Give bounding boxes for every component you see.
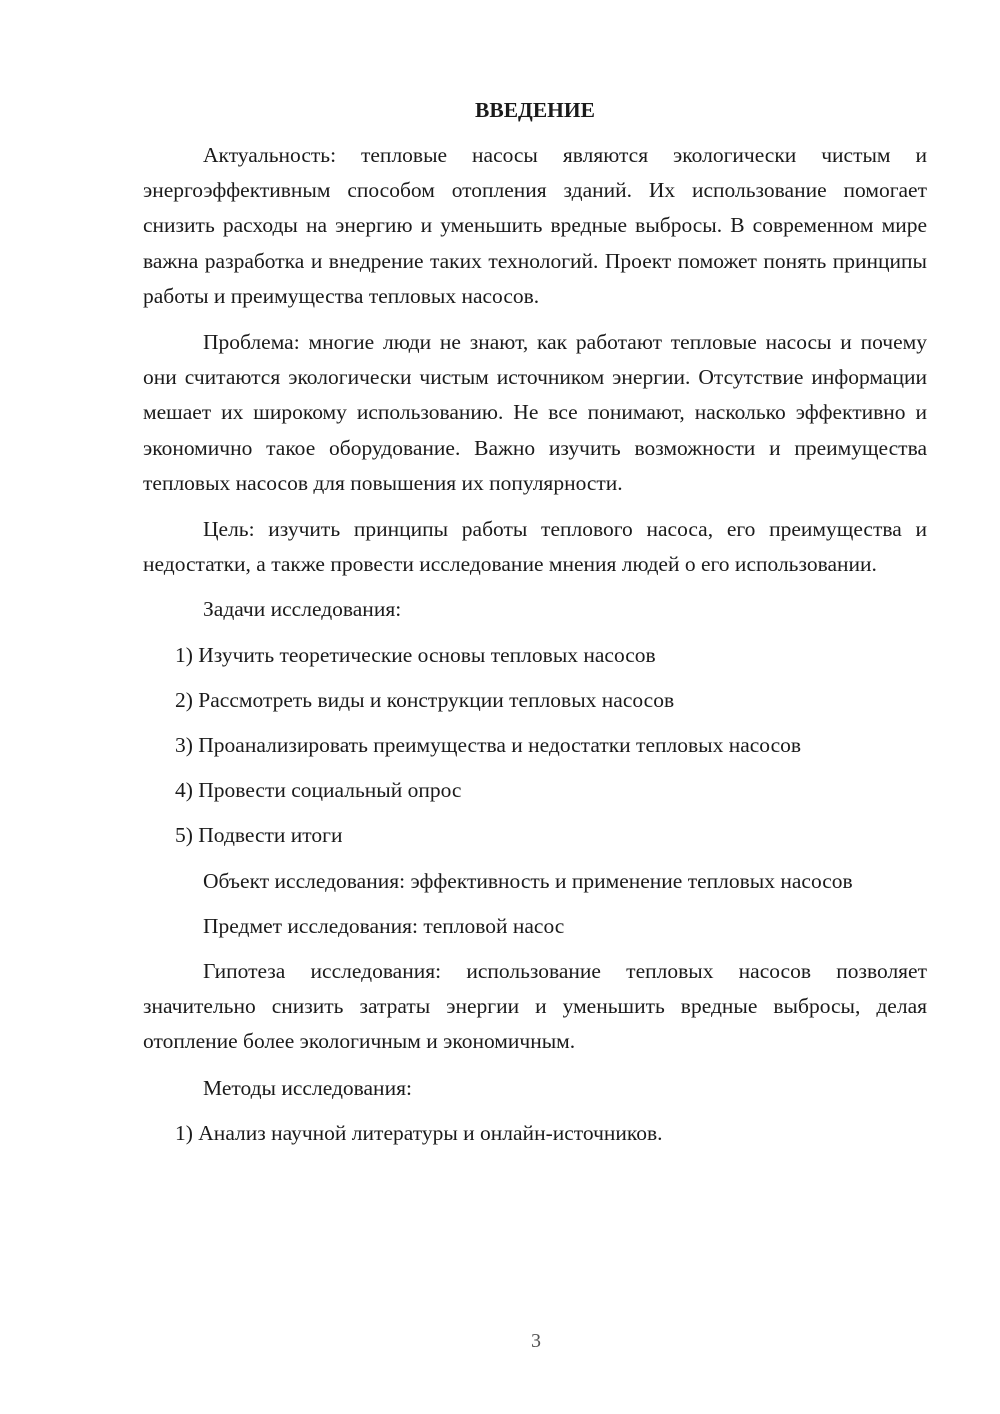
object-paragraph: Объект исследования: эффективность и применение тепловых насосов xyxy=(203,868,853,893)
subject-paragraph: Предмет исследования: тепловой насос xyxy=(203,913,565,938)
hypothesis-paragraph: Гипотеза исследования: использование тепловых насосов позволяет значительно снизить затраты энергии и уменьшить вредные выбросы, делая отопление более экологичным и экономичным. xyxy=(143,959,927,1054)
methods-list xyxy=(143,1116,927,1151)
goal-paragraph: Цель: изучить принципы работы теплового насоса, его преимущества и недостатки, а также провести исследование мнения людей о его использовании. xyxy=(143,517,927,577)
relevance-paragraph: Актуальность: тепловые насосы являются экологически чистым и энергоэффективным способом отопления зданий. Их использование помогает снизить расходы на энергию и уменьшить вредные выбросы. В современном мире важна разработка и внедрение таких технологий. Проект поможет понять принципы работы и преимущества тепловых насосов. xyxy=(143,143,927,308)
section-title: ВВЕДЕНИЕ xyxy=(475,98,595,122)
tasks-heading: Задачи исследования: xyxy=(203,597,402,622)
tasks-list xyxy=(143,638,927,854)
methods-heading: Методы исследования: xyxy=(203,1075,412,1100)
list-item: 1) Изучить теоретические основы тепловых насосов xyxy=(175,642,656,667)
list-item: 1) Анализ научной литературы и онлайн-источников. xyxy=(175,1120,663,1145)
page-number: 3 xyxy=(531,1330,541,1352)
list-item: 3) Проанализировать преимущества и недостатки тепловых насосов xyxy=(175,733,802,758)
document-body xyxy=(143,92,927,1151)
problem-paragraph: Проблема: многие люди не знают, как работают тепловые насосы и почему они считаются экологически чистым источником энергии. Отсутствие информации мешает их широкому использованию. Не все понимают, насколько эффективно и экономично такое оборудование. Важно изучить возможности и преимущества тепловых насосов для повышения их популярности. xyxy=(143,330,927,495)
list-item: 4) Провести социальный опрос xyxy=(175,778,462,803)
list-item: 5) Подвести итоги xyxy=(175,823,343,848)
list-item: 2) Рассмотреть виды и конструкции тепловых насосов xyxy=(175,687,675,712)
